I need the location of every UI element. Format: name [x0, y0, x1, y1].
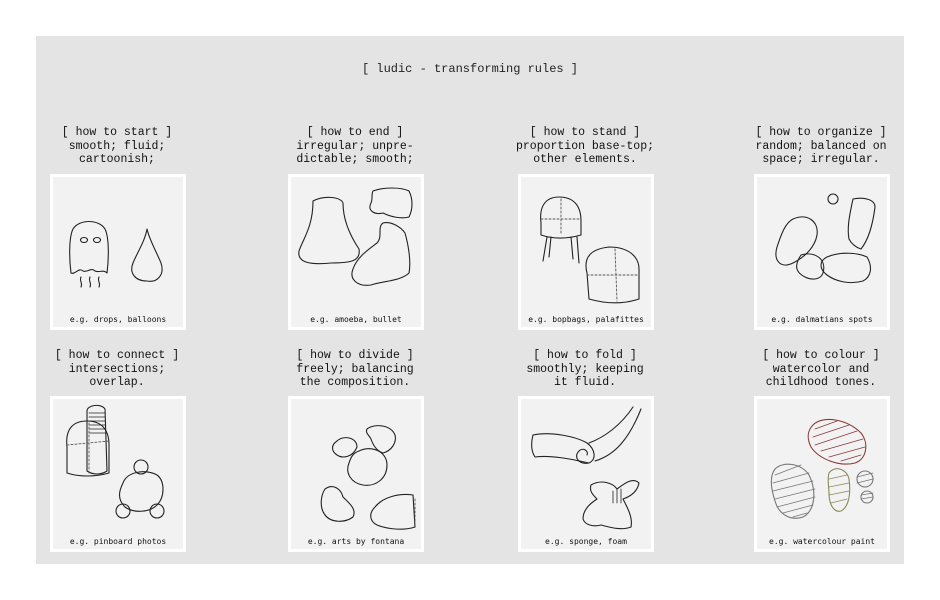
rule-heading-block [726, 349, 916, 391]
organize-sketch [757, 177, 887, 313]
rule-how-to-organize [726, 126, 916, 168]
rule-line: smooth; fluid; [68, 139, 166, 153]
sketch-card-divide [288, 396, 424, 552]
rule-line: random; balanced on [755, 139, 887, 153]
colour-sketch [757, 399, 887, 535]
page-title: [ ludic - transforming rules ] [361, 62, 579, 76]
rule-how-to-connect [22, 349, 212, 391]
rule-how-to-start [22, 126, 212, 168]
rule-line: it fluid. [553, 376, 617, 389]
rule-heading: [ how to end ] [306, 126, 404, 139]
rule-line: watercolor and [772, 362, 870, 376]
example-caption: e.g. dalmatians spots [771, 315, 873, 324]
domes-sketch [521, 177, 651, 313]
rule-how-to-fold [490, 349, 680, 391]
sketch-card-start [50, 174, 186, 330]
rule-heading: [ how to start ] [61, 126, 173, 139]
divide-sketch [291, 399, 421, 535]
sketch-card-end [288, 174, 424, 330]
rule-line: the composition. [299, 376, 411, 389]
rule-line: irregular; unpre- [296, 139, 414, 153]
rule-line: freely; balancing [296, 362, 414, 376]
example-caption: e.g. watercolour paint [769, 537, 875, 546]
rule-how-to-end [260, 126, 450, 168]
rule-line: intersections; [68, 362, 166, 376]
rule-heading: [ how to stand ] [529, 126, 641, 139]
rule-heading: [ how to connect ] [54, 349, 180, 362]
example-caption: e.g. drops, balloons [69, 315, 167, 324]
amoeba-sketch [291, 177, 421, 313]
sketch-card-connect [50, 396, 186, 552]
rule-how-to-stand [490, 126, 680, 168]
rule-line: childhood tones. [765, 376, 877, 389]
drop-balloon-sketch [53, 177, 183, 313]
example-caption: e.g. sponge, foam [545, 537, 627, 546]
rule-heading-block [490, 126, 680, 168]
rule-heading: [ how to organize ] [755, 126, 887, 139]
rule-heading-block [22, 126, 212, 168]
rule-how-to-colour [726, 349, 916, 391]
example-caption: e.g. bopbags, palafittes [528, 315, 644, 324]
connect-sketch [53, 399, 183, 535]
rule-how-to-divide [260, 349, 450, 391]
rule-heading-block [490, 349, 680, 391]
sketch-card-colour [754, 396, 890, 552]
fold-sketch [521, 399, 651, 535]
example-caption: e.g. arts by fontana [307, 537, 405, 546]
example-caption: e.g. pinboard photos [69, 537, 167, 546]
rule-line: space; irregular. [762, 153, 880, 166]
rule-heading-block [260, 349, 450, 391]
sketch-card-organize [754, 174, 890, 330]
rule-heading: [ how to fold ] [533, 349, 637, 362]
rule-line: dictable; smooth; [296, 153, 414, 166]
rule-line: overlap. [89, 376, 145, 389]
rule-line: cartoonish; [79, 153, 155, 166]
sketch-card-stand [518, 174, 654, 330]
rule-heading: [ how to divide ] [296, 349, 414, 362]
rule-line: smoothly; keeping [526, 362, 644, 376]
example-caption: e.g. amoeba, bullet [310, 315, 402, 324]
rule-heading-block [260, 126, 450, 168]
rule-line: other elements. [533, 153, 637, 166]
rule-heading-block [726, 126, 916, 168]
rule-line: proportion base-top; [515, 139, 655, 153]
rule-heading-block [22, 349, 212, 391]
rule-heading: [ how to colour ] [762, 349, 880, 362]
sketch-card-fold [518, 396, 654, 552]
